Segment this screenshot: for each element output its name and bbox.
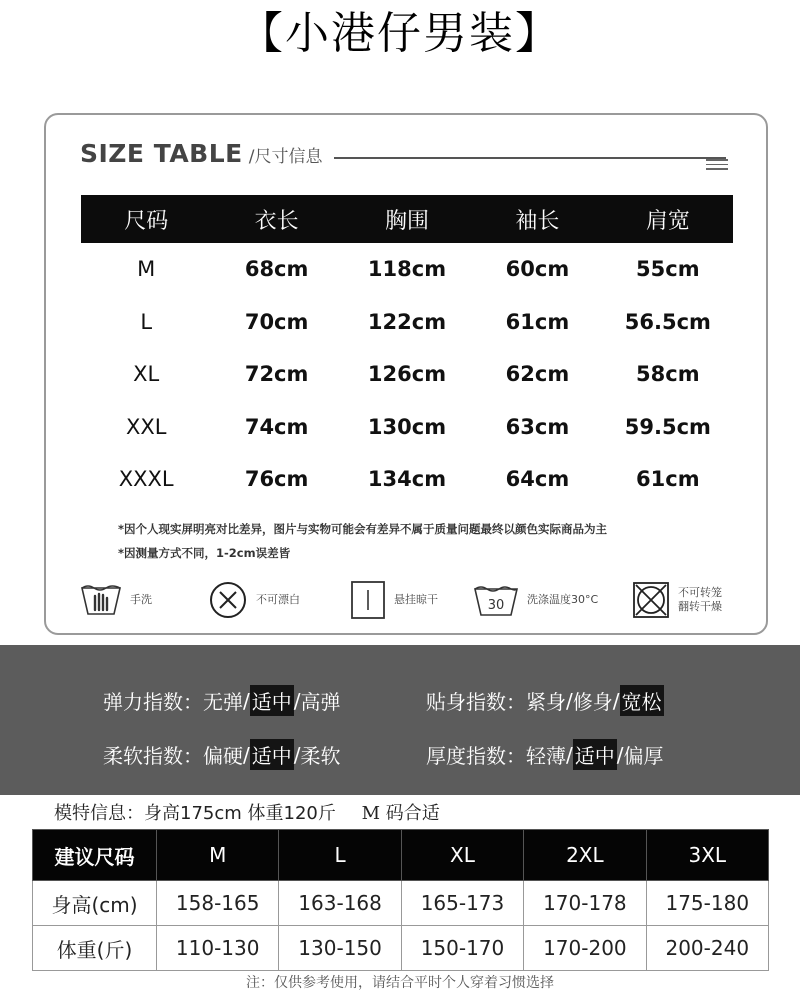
size-grid-header <box>81 195 733 243</box>
care-label-hang-dry: 悬挂晾干 <box>394 593 438 606</box>
header-cell-size: 尺码 <box>124 208 169 234</box>
fabric-index-band <box>0 645 800 795</box>
size-row <box>81 348 733 401</box>
separator: / <box>616 742 624 767</box>
sleeve-cell: 61cm <box>505 309 570 334</box>
hand-wash-icon <box>80 582 122 618</box>
care-label-hand-wash: 手洗 <box>130 593 152 606</box>
size-cell: L <box>140 309 153 334</box>
note-measurement-error: *因测量方式不同，1-2cm误差皆 <box>118 546 291 560</box>
hang-dry-icon <box>350 580 386 620</box>
length-cell: 68cm <box>244 257 309 282</box>
separator: / <box>243 742 250 767</box>
header-cell-length: 衣长 <box>254 208 299 234</box>
weight-cell: 110-130 <box>157 926 279 971</box>
care-wash-30 <box>473 577 598 623</box>
chest-cell: 130cm <box>367 414 447 439</box>
height-cell: 165-173 <box>401 881 523 926</box>
care-instructions <box>80 577 740 623</box>
menu-lines-icon <box>706 159 728 173</box>
softness-option-selected: 适中 <box>250 739 294 770</box>
fit-label: 贴身指数： <box>426 690 526 714</box>
sleeve-cell: 64cm <box>505 467 570 492</box>
separator: / <box>293 742 301 767</box>
shoulder-cell: 58cm <box>636 362 700 387</box>
recommend-size-table <box>32 829 769 971</box>
recommend-header-label: 建议尺码 <box>33 830 157 881</box>
softness-option-hard: 偏硬 <box>203 744 243 768</box>
header-cell-chest: 胸围 <box>385 208 430 234</box>
model-info <box>54 799 440 825</box>
size-row <box>81 296 733 349</box>
length-cell: 72cm <box>244 362 309 387</box>
shoulder-cell: 61cm <box>636 467 700 492</box>
chest-cell: 126cm <box>367 362 447 387</box>
separator: / <box>566 742 573 767</box>
softness-label: 柔软指数： <box>103 744 203 768</box>
shoulder-cell: 59.5cm <box>624 414 711 439</box>
fit-index <box>426 685 664 716</box>
length-cell: 70cm <box>244 309 309 334</box>
chest-cell: 118cm <box>367 257 447 282</box>
fit-option-slim: 修身 <box>572 690 613 714</box>
note-display-difference: *因个人现实屏明亮对比差异，图片与实物可能会有差异不属于质量问题最终以颜色实际商品为主 <box>118 522 608 536</box>
size-row <box>81 243 733 296</box>
recommend-header-cell: XL <box>401 830 523 881</box>
wash-temp-text: 30 <box>487 598 505 613</box>
weight-label: 体重(斤) <box>33 926 157 971</box>
size-table-subtitle: /尺寸信息 <box>248 147 323 167</box>
care-label-no-tumble-dry-line2: 翻转干燥 <box>678 600 722 613</box>
care-hang-dry <box>350 577 438 623</box>
care-label-no-tumble-dry <box>678 586 722 614</box>
elasticity-option-high: 高弹 <box>300 690 341 714</box>
recommend-header-cell: 2XL <box>524 830 646 881</box>
size-cell: XL <box>133 362 160 387</box>
no-bleach-icon <box>208 580 248 620</box>
fit-option-tight: 紧身 <box>526 690 566 714</box>
recommend-header-cell: M <box>157 830 279 881</box>
height-cell: 170-178 <box>524 881 646 926</box>
care-label-no-tumble-dry-line1: 不可转笼 <box>678 586 722 599</box>
weight-cell: 130-150 <box>279 926 401 971</box>
header-cell-shoulder: 肩宽 <box>645 208 690 234</box>
elasticity-option-none: 无弹 <box>203 690 243 714</box>
size-cell: XXXL <box>118 467 174 492</box>
thickness-label: 厚度指数： <box>426 744 526 768</box>
size-table-card <box>44 113 768 635</box>
shoulder-cell: 55cm <box>636 257 700 282</box>
weight-cell: 170-200 <box>524 926 646 971</box>
size-table-header <box>80 139 322 168</box>
thickness-option-thick: 偏厚 <box>623 744 664 768</box>
size-notes <box>118 517 607 565</box>
size-grid <box>81 195 733 506</box>
length-cell: 74cm <box>244 414 309 439</box>
care-no-bleach <box>208 577 300 623</box>
softness-option-soft: 柔软 <box>300 744 341 768</box>
recommend-header-cell: L <box>279 830 401 881</box>
recommend-header-row <box>33 830 769 881</box>
sleeve-cell: 62cm <box>505 362 570 387</box>
sleeve-cell: 60cm <box>505 257 570 282</box>
separator: / <box>612 688 620 713</box>
care-no-tumble-dry <box>632 577 722 623</box>
header-divider <box>334 157 726 159</box>
chest-cell: 122cm <box>367 309 447 334</box>
shoulder-cell: 56.5cm <box>624 309 711 334</box>
size-row <box>81 401 733 454</box>
model-fit-size: M 码合适 <box>361 803 440 824</box>
elasticity-option-selected: 适中 <box>250 685 294 716</box>
sleeve-cell: 63cm <box>505 414 570 439</box>
recommend-header-cell: 3XL <box>646 830 768 881</box>
size-row <box>81 453 733 506</box>
height-cell: 163-168 <box>279 881 401 926</box>
separator: / <box>243 688 250 713</box>
separator: / <box>566 688 573 713</box>
model-info-text: 模特信息：身高175cm 体重120斤 <box>54 803 336 824</box>
thickness-option-thin: 轻薄 <box>526 744 566 768</box>
weight-cell: 200-240 <box>646 926 768 971</box>
care-hand-wash <box>80 577 152 623</box>
separator: / <box>293 688 301 713</box>
weight-cell: 150-170 <box>401 926 523 971</box>
thickness-option-selected: 适中 <box>573 739 617 770</box>
height-cell: 158-165 <box>157 881 279 926</box>
height-row <box>33 881 769 926</box>
height-cell: 175-180 <box>646 881 768 926</box>
size-cell: XXL <box>125 414 167 439</box>
length-cell: 76cm <box>244 467 309 492</box>
size-cell: M <box>137 257 156 282</box>
wash-30-icon <box>473 583 519 617</box>
care-label-no-bleach: 不可漂白 <box>256 593 300 606</box>
footnote: 注：仅供参考使用，请结合平时个人穿着习惯选择 <box>246 975 554 991</box>
elasticity-index <box>103 685 341 716</box>
size-table-title: SIZE TABLE <box>80 139 243 168</box>
height-label: 身高(cm) <box>33 881 157 926</box>
thickness-index <box>426 739 664 770</box>
care-label-wash-30: 洗涤温度30°C <box>527 593 599 606</box>
chest-cell: 134cm <box>367 467 447 492</box>
fit-option-selected: 宽松 <box>620 685 664 716</box>
page-title: 【小港仔男装】 <box>239 8 561 59</box>
header-cell-sleeve: 袖长 <box>515 208 560 234</box>
softness-index <box>103 739 341 770</box>
weight-row <box>33 926 769 971</box>
elasticity-label: 弹力指数： <box>103 690 203 714</box>
no-tumble-dry-icon <box>632 581 670 619</box>
